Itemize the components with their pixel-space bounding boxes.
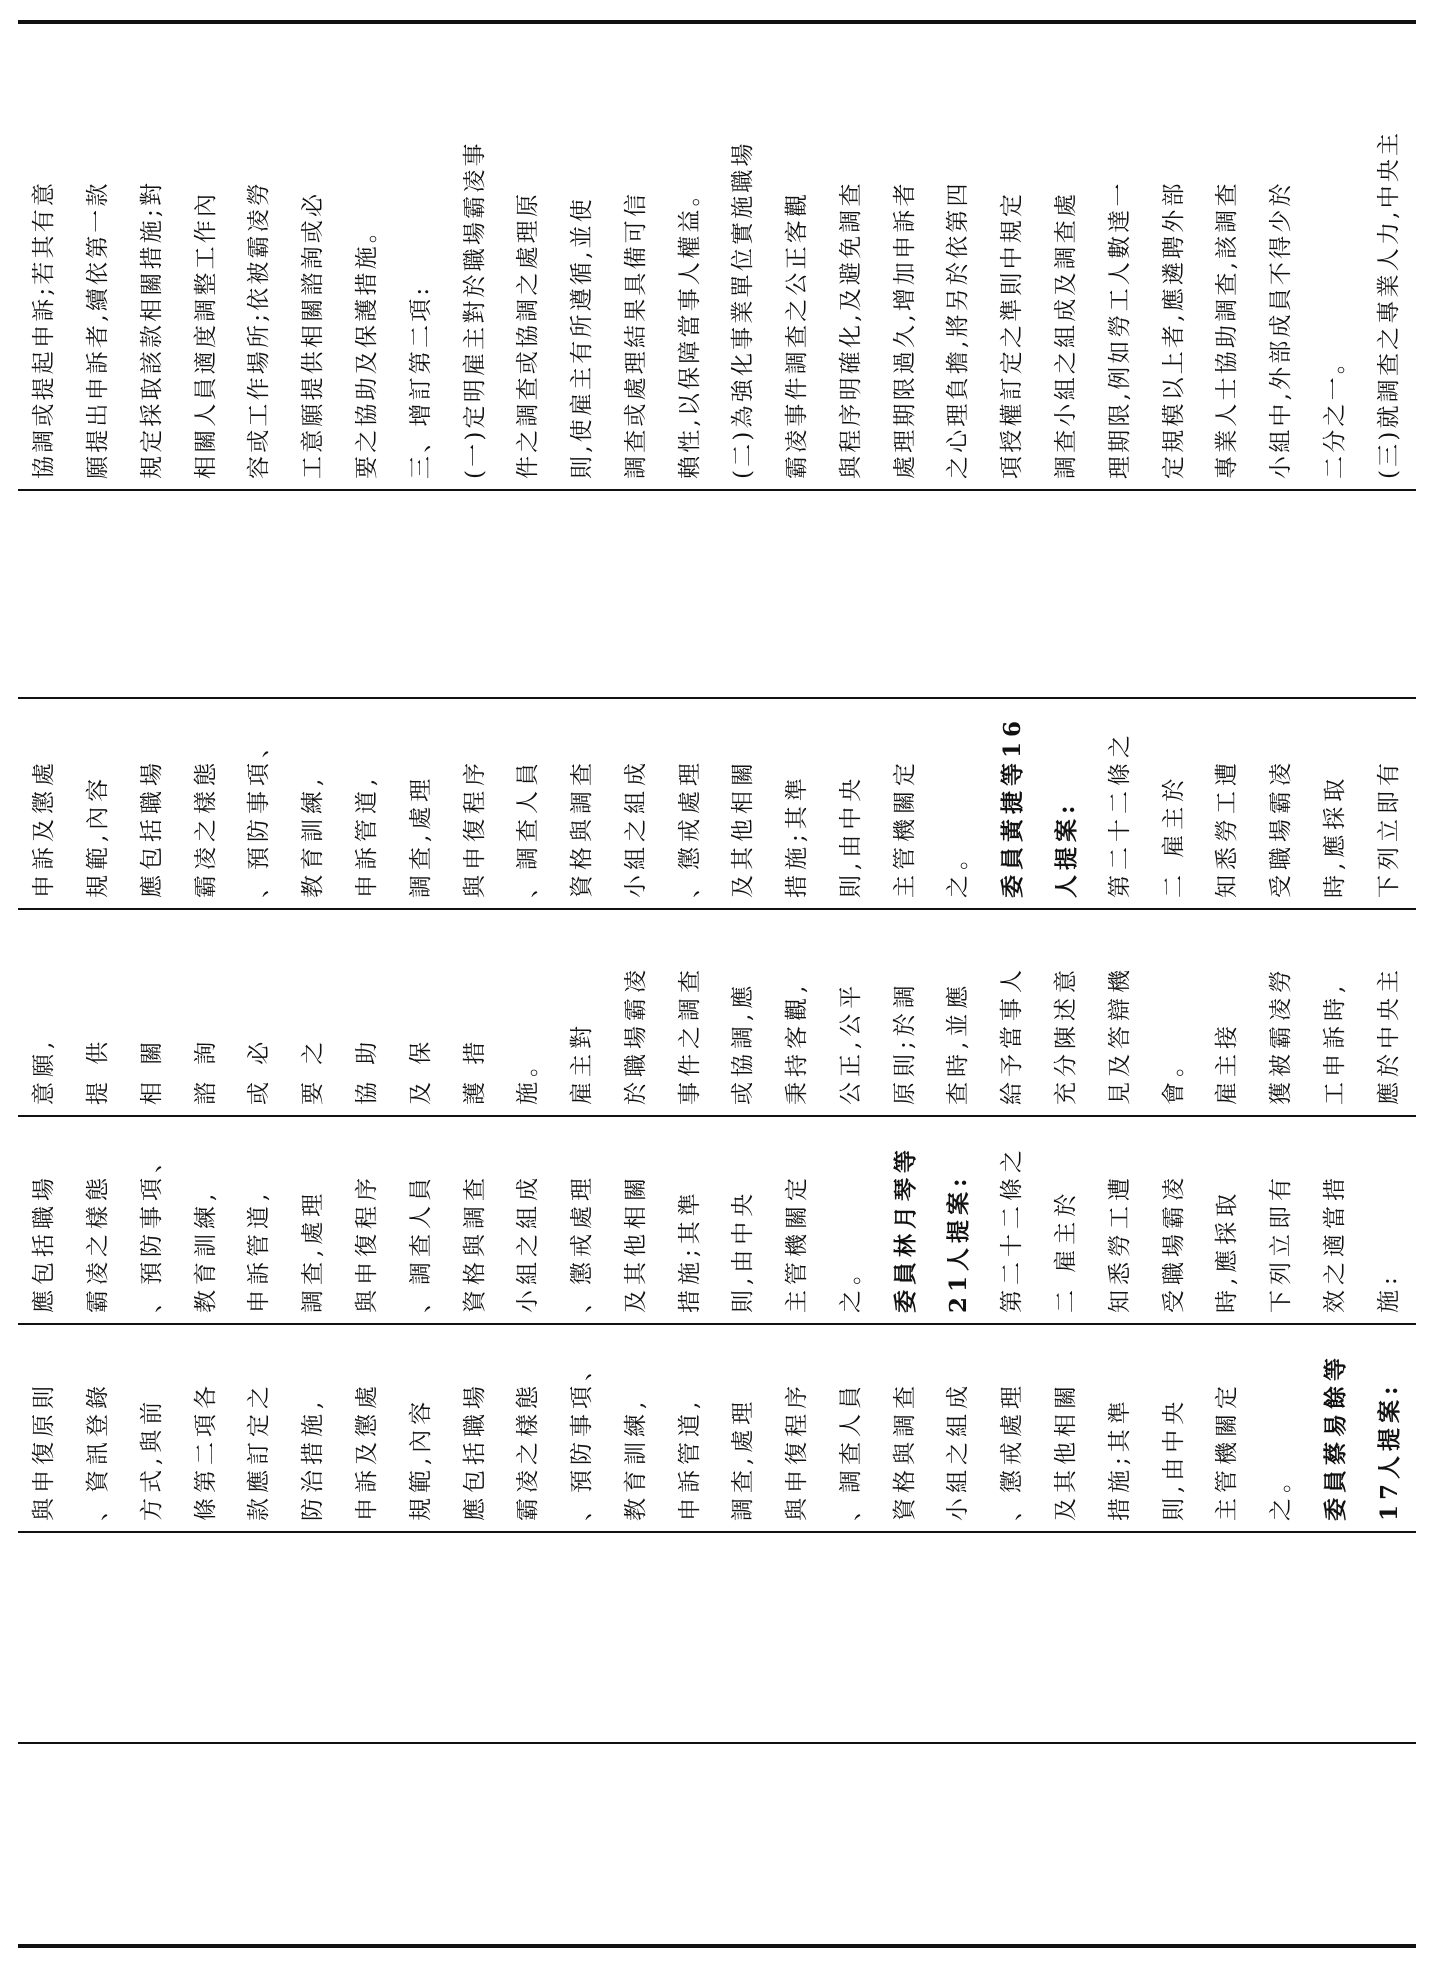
text-line [126,1117,180,1323]
text-line [179,910,233,1115]
line-text: 事件之調查 [676,965,703,1105]
text-line [717,1117,771,1323]
text-line [233,1325,287,1531]
text-line [878,1117,932,1323]
text-line [825,699,879,908]
line-text: 方式,與前 [138,1396,165,1521]
text-line [1147,24,1201,489]
line-text: 之。 [945,842,972,898]
text-line [179,1325,233,1531]
text-line [448,699,502,908]
text-line [932,699,986,908]
line-text: 相關人員適度調整工作內 [192,190,219,479]
bottom-rule [18,1944,1416,1948]
text-line [1040,910,1094,1115]
line-text: 人提案: [1052,800,1080,898]
line-text: 霸凌之樣態 [192,758,219,898]
text-line [287,24,341,489]
line-text: 充分陳述意 [1052,965,1079,1105]
text-line [609,24,663,489]
text-line [502,1325,556,1531]
line-text: 與程序明確化,及避免調查 [837,180,864,479]
text-line [287,910,341,1115]
line-text: 、資訊登錄 [85,1381,112,1521]
text-line [233,1117,287,1323]
text-line [1147,910,1201,1115]
text-line [932,1325,986,1531]
line-text: 容或工作場所;依被霸凌勞 [246,179,273,479]
text-line [771,1325,825,1531]
line-text: 協 助 [353,1036,380,1105]
line-text: (二)為強化事業單位實施職場 [730,140,757,479]
text-line [1308,910,1362,1115]
text-line [609,1117,663,1323]
line-text: 小組之組成 [945,1381,972,1521]
line-text: 教育訓練, [300,773,327,898]
text-line [1308,699,1362,908]
text-line [986,699,1040,908]
text-line [1093,699,1147,908]
line-text: 規範,內容 [407,1396,434,1521]
text-line [287,1117,341,1323]
text-line [502,24,556,489]
line-text: 處理期限過久,增加申訴者 [891,180,918,479]
line-text: 霸凌之樣態 [85,1173,112,1313]
text-line [1362,24,1416,489]
text-line [878,24,932,489]
text-line [394,699,448,908]
text-line [72,1325,126,1531]
text-line [932,24,986,489]
text-line [609,1325,663,1531]
text-line [556,910,610,1115]
text-line [825,1117,879,1323]
line-text: 、調查人員 [515,758,542,898]
line-text: 調查,處理 [730,1396,757,1521]
line-text: 與申復程序 [784,1381,811,1521]
line-text: 調查或處理結果具備可信 [622,190,649,479]
text-line [556,699,610,908]
text-line [18,24,72,489]
line-text: 工意願提供相關諮詢或必 [300,190,327,479]
line-text: 與申復原則 [31,1381,58,1521]
text-line [341,699,395,908]
text-line [1255,910,1309,1115]
text-line [825,1325,879,1531]
line-text: 要之協助及保護措施。 [353,217,380,479]
line-text: 時,應採取 [1321,773,1348,898]
text-line [1147,1325,1201,1531]
text-line [126,910,180,1115]
line-text: 資格與調查 [569,758,596,898]
line-text: 定規模以上者,應遴聘外部 [1160,180,1187,479]
line-text: 給予當事人 [999,965,1026,1105]
line-text: 項授權訂定之準則中規定 [999,190,1026,479]
line-text: 委員林月琴等 [891,1145,919,1313]
text-line [825,910,879,1115]
line-text: 申訴及懲處 [353,1381,380,1521]
text-line [341,1117,395,1323]
text-line [771,910,825,1115]
line-text: 調查,處理 [407,773,434,898]
line-text: 霸凌之樣態 [515,1381,542,1521]
line-text: 小組中,外部成員不得少於 [1268,180,1295,479]
line-text: 提 供 [85,1036,112,1105]
line-text: 措施;其準 [1106,1396,1133,1521]
line-text: 主管機關定 [784,1173,811,1313]
line-text: 工申訴時, [1321,980,1348,1105]
line-text: 資格與調查 [461,1173,488,1313]
line-text: 意願, [31,1036,58,1105]
text-line [1255,24,1309,489]
text-line [1040,1325,1094,1531]
line-text: 之心理負擔,將另於依第四 [945,180,972,479]
text-line [18,1325,72,1531]
text-line [986,24,1040,489]
text-line [986,1117,1040,1323]
line-text: 措施;其準 [784,773,811,898]
line-text: 則,由中央 [730,1188,757,1313]
line-text: 之。 [1268,1465,1295,1521]
text-line [663,699,717,908]
text-line [179,1117,233,1323]
text-line [1093,1325,1147,1531]
line-text: 應包括職場 [138,758,165,898]
text-line [1201,24,1255,489]
text-line [1147,1117,1201,1323]
text-line [287,699,341,908]
line-text: 款應訂定之 [246,1381,273,1521]
line-text: 二 雇主於 [1052,1188,1079,1313]
line-text: 小組之組成 [515,1173,542,1313]
line-text: 會。 [1160,1049,1187,1105]
line-text: 、調查人員 [407,1173,434,1313]
text-line [72,1117,126,1323]
line-text: 則,由中央 [837,773,864,898]
text-line [179,699,233,908]
text-line [1308,24,1362,489]
empty-row-4 [18,1744,1416,1944]
text-line [1255,1325,1309,1531]
text-line [448,1117,502,1323]
line-text: 條第二項各 [192,1381,219,1521]
line-text: 申訴及懲處 [31,758,58,898]
text-line [448,24,502,489]
line-text: 見及答辯機 [1106,965,1133,1105]
text-line [717,910,771,1115]
line-text: 雇主對 [569,1021,596,1105]
text-line [1362,1117,1416,1323]
text-line [1040,699,1094,908]
text-line [1201,1117,1255,1323]
text-line [556,1117,610,1323]
line-text: 第二十二條之 [1106,730,1133,898]
line-text: 、懲戒處理 [676,758,703,898]
line-text: 效之適當措 [1321,1173,1348,1313]
line-text: 原則;於調 [891,980,918,1105]
text-line [1308,1117,1362,1323]
line-text: 或協調,應 [730,980,757,1105]
line-text: 公正,公平 [837,980,864,1105]
text-line [771,699,825,908]
text-line [341,24,395,489]
line-text: 下列立即有 [1268,1173,1295,1313]
line-text: 委員黃捷等16 [999,715,1027,898]
line-text: 三、增訂第二項: [407,284,434,479]
line-text: (三)就調查之專業人力,中央主 [1375,129,1402,479]
line-text: 申訴管道, [676,1396,703,1521]
line-text: 協調或提起申訴;若其有意 [31,179,58,479]
text-line [663,24,717,489]
line-text: 之。 [837,1257,864,1313]
text-line [126,1325,180,1531]
line-text: 二 雇主於 [1160,773,1187,898]
line-text: 二分之一。 [1321,348,1348,479]
text-line [771,1117,825,1323]
explanation-section [18,24,1416,489]
line-text: 防治措施, [300,1396,327,1521]
line-text: 施: [1375,1272,1402,1313]
text-line [1255,1117,1309,1323]
line-text: 時,應採取 [1214,1188,1241,1313]
line-text: 、懲戒處理 [999,1381,1026,1521]
line-text: 資格與調查 [891,1381,918,1521]
line-text: 委員蔡易餘等 [1321,1353,1349,1521]
line-text: 受職場霸凌 [1160,1173,1187,1313]
line-text: 申訴管道, [353,773,380,898]
text-line [1201,1325,1255,1531]
text-line [556,1325,610,1531]
line-text: 調查,處理 [300,1188,327,1313]
line-text: 主管機關定 [891,758,918,898]
text-line [609,910,663,1115]
text-line [1093,1117,1147,1323]
text-line [932,1117,986,1323]
text-line [878,910,932,1115]
line-text: 、懲戒處理 [569,1173,596,1313]
text-line [1308,1325,1362,1531]
text-line [1362,1325,1416,1531]
text-line [341,910,395,1115]
text-line [179,24,233,489]
text-line [932,910,986,1115]
text-line [126,24,180,489]
line-text: 則,由中央 [1160,1396,1187,1521]
text-line [1362,910,1416,1115]
line-text: 或 必 [246,1036,273,1105]
text-line [72,910,126,1115]
text-line [825,24,879,489]
line-text: 下列立即有 [1375,758,1402,898]
line-text: 於職場霸凌 [622,965,649,1105]
text-line [663,1117,717,1323]
text-line [126,699,180,908]
text-line [18,1117,72,1323]
text-line [1040,24,1094,489]
text-line [502,699,556,908]
text-line [771,24,825,489]
line-text: 霸凌事件調查之公正客觀 [784,190,811,479]
text-line [341,1325,395,1531]
line-text: 受職場霸凌 [1268,758,1295,898]
line-text: 施。 [515,1049,542,1105]
text-line [233,699,287,908]
text-line [394,24,448,489]
text-line [1255,699,1309,908]
text-line [717,1325,771,1531]
line-text: 、調查人員 [837,1381,864,1521]
text-line [72,24,126,489]
text-line [1147,699,1201,908]
line-text: 、預防事項、 [138,1145,165,1313]
line-text: 知悉勞工遭 [1106,1173,1133,1313]
line-text: 措施;其準 [676,1188,703,1313]
line-text: 、預防事項、 [569,1353,596,1521]
text-line [1201,699,1255,908]
text-line [663,1325,717,1531]
line-text: 及 保 [407,1036,434,1105]
text-line [233,24,287,489]
text-line [18,699,72,908]
line-text: 17人提案: [1375,1381,1403,1521]
text-line [287,1325,341,1531]
text-line [1362,699,1416,908]
text-line [1040,1117,1094,1323]
text-line [609,699,663,908]
line-text: 要 之 [300,1036,327,1105]
text-line [986,910,1040,1115]
line-text: 應於中央主 [1375,965,1402,1105]
line-text: 件之調查或協調之處理原 [515,190,542,479]
line-text: 願提出申訴者,續依第一款 [85,180,112,479]
proposal-column-lin [18,1117,1416,1323]
text-line [556,24,610,489]
line-text: 專業人士協助調查,該調查 [1214,180,1241,479]
text-line [663,910,717,1115]
line-text: 查時,並應 [945,980,972,1105]
line-text: 諮 詢 [192,1036,219,1105]
text-line [394,1325,448,1531]
text-line [502,910,556,1115]
line-text: 賴性,以保障當事人權益。 [676,180,703,479]
proposal-column-reply [18,910,1416,1115]
empty-row-3 [18,1533,1416,1742]
line-text: 規定採取該款相關措施;對 [138,179,165,479]
proposal-column-huang [18,699,1416,908]
line-text: 教育訓練, [192,1188,219,1313]
text-line [502,1117,556,1323]
text-line [1093,910,1147,1115]
line-text: 申訴管道, [246,1188,273,1313]
text-line [394,910,448,1115]
line-text: 與申復程序 [353,1173,380,1313]
line-text: (一)定明雇主對於職場霸凌事 [461,140,488,479]
text-line [717,24,771,489]
line-text: 獲被霸凌勞 [1268,965,1295,1105]
text-line [394,1117,448,1323]
line-text: 理期限,例如勞工人數達一 [1106,180,1133,479]
text-line [72,699,126,908]
text-line [878,1325,932,1531]
line-text: 應包括職場 [461,1381,488,1521]
line-text: 教育訓練, [622,1396,649,1521]
text-line [233,910,287,1115]
line-text: 規範,內容 [85,773,112,898]
text-line [448,1325,502,1531]
text-line [448,910,502,1115]
line-text: 調查小組之組成及調查處 [1052,190,1079,479]
proposal-column-cai [18,1325,1416,1531]
line-text: 主管機關定 [1214,1381,1241,1521]
text-line [1201,910,1255,1115]
line-text: 知悉勞工遭 [1214,758,1241,898]
line-text: 應包括職場 [31,1173,58,1313]
line-text: 、預防事項、 [246,730,273,898]
line-text: 相 關 [138,1036,165,1105]
line-text: 小組之組成 [622,758,649,898]
line-text: 及其他相關 [1052,1381,1079,1521]
text-line [986,1325,1040,1531]
line-text: 護 措 [461,1036,488,1105]
line-text: 21人提案: [945,1173,973,1313]
text-line [717,699,771,908]
text-line [1093,24,1147,489]
text-line [878,699,932,908]
line-text: 則,使雇主有所遵循,並使 [569,195,596,479]
text-line [18,910,72,1115]
line-text: 秉持客觀, [784,980,811,1105]
band1-bottom-rule [18,489,1416,491]
line-text: 第二十二條之 [999,1145,1026,1313]
line-text: 及其他相關 [622,1173,649,1313]
line-text: 及其他相關 [730,758,757,898]
line-text: 雇主接 [1214,1021,1241,1105]
line-text: 與申復程序 [461,758,488,898]
